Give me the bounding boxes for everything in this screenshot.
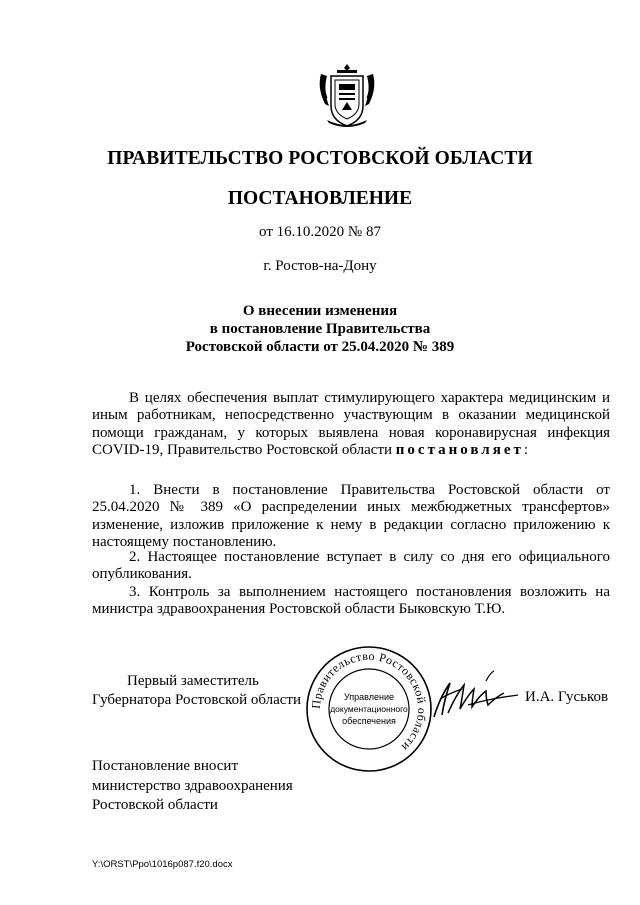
position-line-2: Губернатора Ростовской области (92, 692, 302, 708)
submitter-note (92, 757, 293, 816)
coat-of-arms-icon (317, 62, 377, 128)
handwritten-signature (428, 665, 528, 727)
clause-2: 2. Настоящее постановление вступает в силу со дня его официального опубликования. (92, 549, 610, 583)
position-line-1: Первый заместитель (127, 673, 259, 689)
stamp-ring-text: Правительство Ростовской области (308, 648, 430, 755)
official-stamp (305, 645, 433, 773)
decree-word: постановляет (395, 442, 524, 459)
subject-line-2: в постановление Правительства (209, 321, 431, 337)
stamp-center-line-1: Управление (343, 692, 395, 702)
subject-line-3: Ростовской области от 25.04.2020 № 389 (185, 339, 455, 355)
clause-1: 1. Внести в постановление Правительства Ростовской области от 25.04.2020 № 389 «О распределении иных межбюджетных трансфертов» изменение, изложив приложение к нему в редакции согласно приложению к настоящему постановлению. (92, 482, 610, 551)
clause-3: 3. Контроль за выполнением настоящего постановления возложить на министра здравоохранения Ростовской области Быковскую Т.Ю. (92, 584, 610, 618)
signatory-name: И.А. Гуськов (525, 689, 609, 705)
document-subject (0, 302, 640, 356)
subject-line-1: О внесении изменения (242, 303, 398, 319)
preamble-text: В целях обеспечения выплат стимулирующего характера медицинским и иным работникам, непосредственно участвующим в оказании медицинской помощи гражданам, у которых выявлена новая коронавирусная инфекция COVID-19, Правительство Ростовской области (92, 390, 610, 459)
preamble-colon: : (523, 442, 529, 459)
submitter-line-1: Постановление вносит (92, 758, 239, 774)
stamp-center-line-3: обеспечения (342, 716, 396, 726)
file-path-footer: Y:\ORST\Ppo\1016p087.f20.docx (92, 859, 233, 870)
stamp-center-line-2: документационного (330, 704, 408, 714)
submitter-line-2: министерство здравоохранения (92, 777, 293, 794)
document-type: ПОСТАНОВЛЕНИЕ (227, 188, 413, 209)
signatory-position (92, 672, 301, 710)
preamble-paragraph (92, 390, 610, 460)
date-number: от 16.10.2020 № 87 (259, 224, 381, 240)
government-title: ПРАВИТЕЛЬСТВО РОСТОВСКОЙ ОБЛАСТИ (107, 148, 533, 169)
submitter-line-3: Ростовской области (92, 797, 218, 813)
city: г. Ростов-на-Дону (263, 258, 377, 274)
